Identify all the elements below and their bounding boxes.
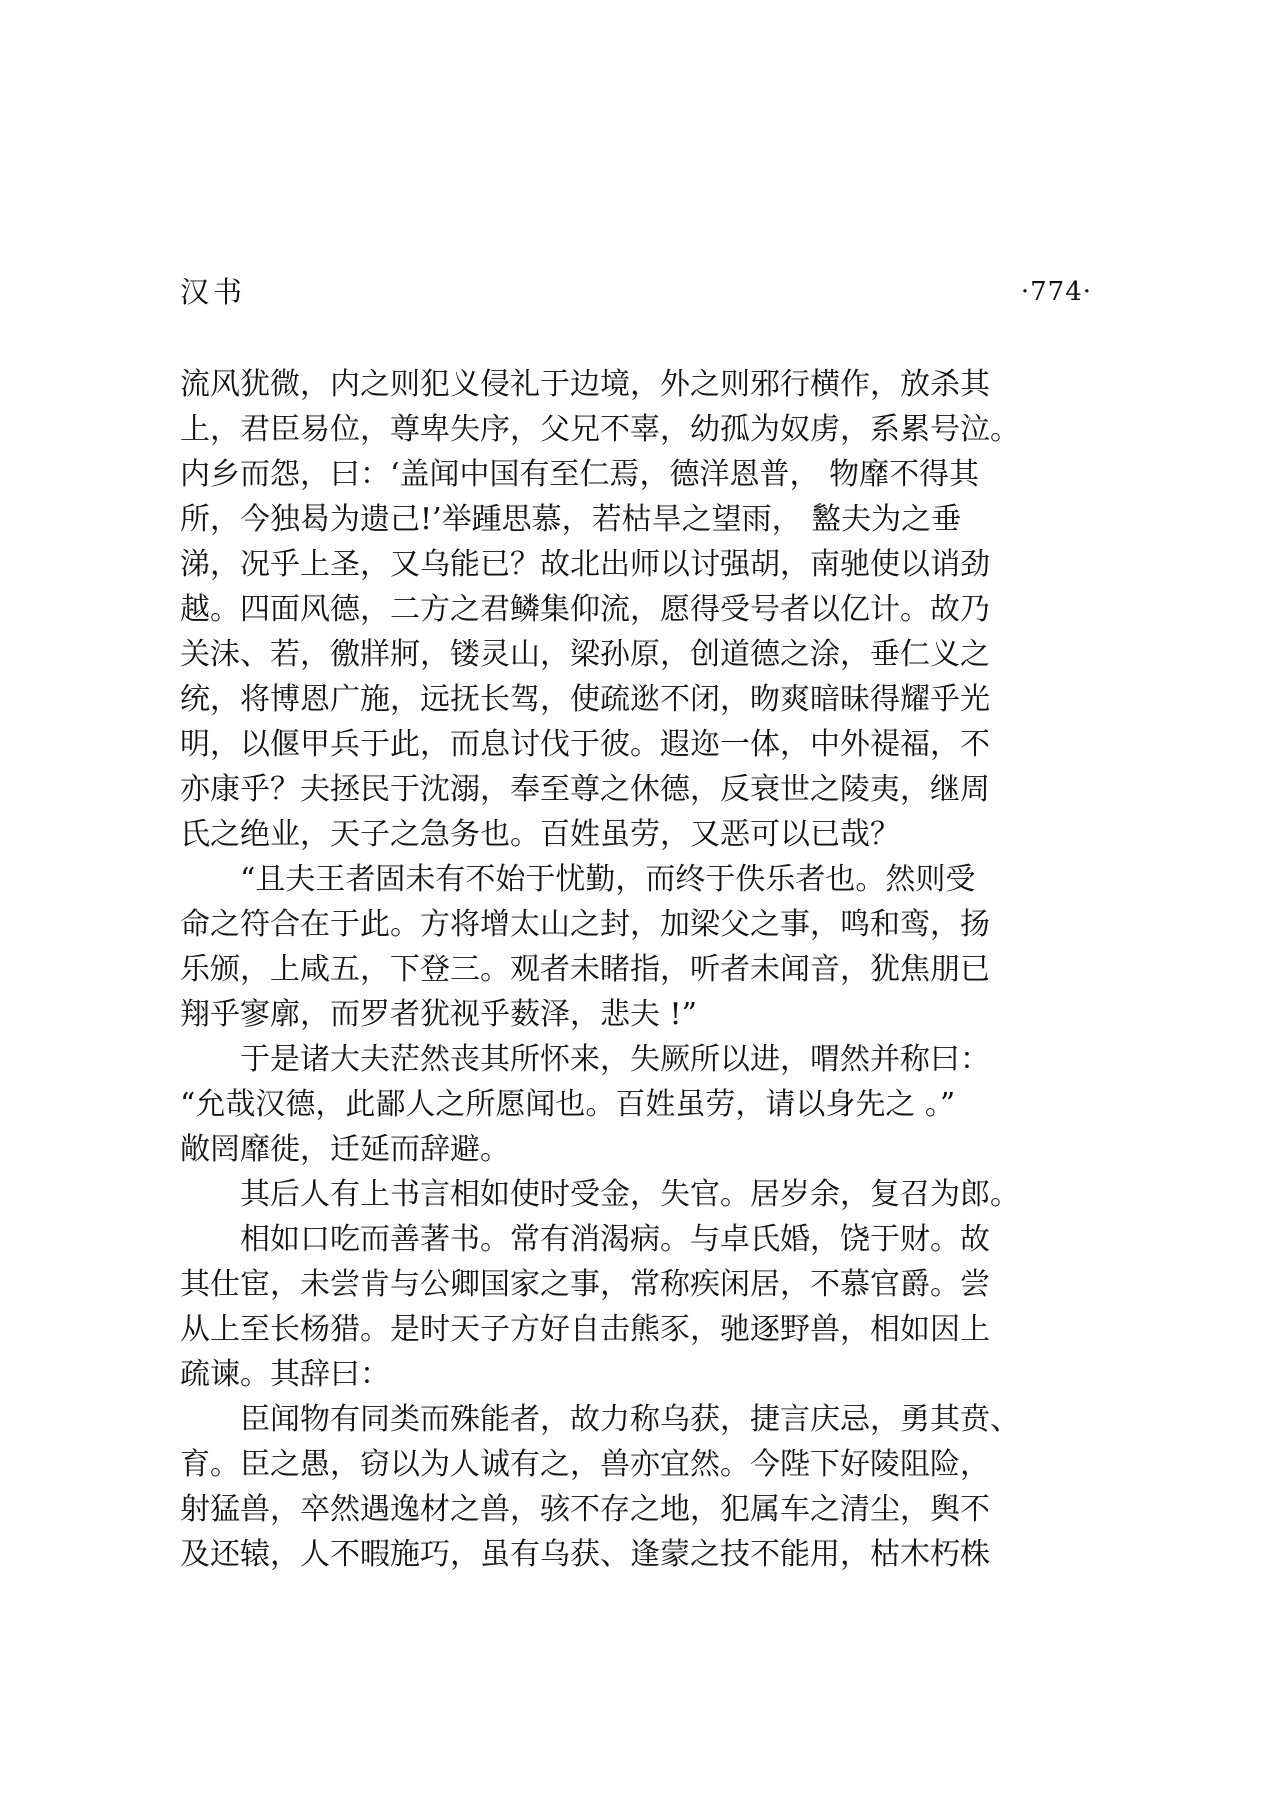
running-header — [180, 272, 1092, 312]
text-line: 关沬、若，徼牂牁，镂灵山，梁孙原，创道德之涂，垂仁义之 — [180, 637, 990, 672]
text-line: 及还辕，人不暇施巧，虽有乌获、逢蒙之技不能用，枯木朽株 — [180, 1537, 990, 1572]
text-line: 敞罔靡徙，迁延而辞避。 — [180, 1132, 510, 1167]
text-line: 上，君臣易位，尊卑失序，父兄不辜，幼孤为奴虏，系累号泣。 — [180, 412, 1020, 447]
text-line: 其仕宦，未尝肯与公卿国家之事，常称疾闲居，不慕官爵。尝 — [180, 1267, 990, 1302]
text-line: “且夫王者固未有不始于忧勤，而终于佚乐者也。然则受 — [240, 862, 976, 897]
text-line: 乐颁，上咸五，下登三。观者未睹指，听者未闻音，犹焦朋已 — [180, 952, 990, 987]
body-text — [180, 362, 1100, 1577]
text-line: 统，将博恩广施，远抚长驾，使疏逖不闭，昒爽暗昧得耀乎光 — [180, 682, 990, 717]
text-line: 翔乎寥廓，而罗者犹视乎薮泽，悲夫 !” — [180, 997, 697, 1032]
text-line: 氏之绝业，天子之急务也。百姓虽劳，又恶可以已哉？ — [180, 817, 900, 852]
text-line: 于是诸大夫茫然丧其所怀来，失厥所以进，喟然并称曰： — [240, 1042, 990, 1077]
text-line: 亦康乎？夫拯民于沈溺，奉至尊之休德，反衰世之陵夷，继周 — [180, 772, 990, 807]
text-line: 明，以偃甲兵于此，而息讨伐于彼。遐迩一体，中外禔福，不 — [180, 727, 990, 762]
text-line: 越。四面风德，二方之君鳞集仰流，愿得受号者以亿计。故乃 — [180, 592, 990, 627]
text-line: 射猛兽，卒然遇逸材之兽，骇不存之地，犯属车之清尘，舆不 — [180, 1492, 990, 1527]
text-line: 相如口吃而善著书。常有消渴病。与卓氏婚，饶于财。故 — [240, 1222, 990, 1257]
text-line: 从上至长杨猎。是时天子方好自击熊豕，驰逐野兽，相如因上 — [180, 1312, 990, 1347]
text-line: 命之符合在于此。方将增太山之封，加梁父之事，鸣和鸾，扬 — [180, 907, 990, 942]
text-line: 育。臣之愚，窃以为人诚有之，兽亦宜然。今陛下好陵阻险， — [180, 1447, 990, 1482]
text-line: 流风犹微，内之则犯义侵礼于边境，外之则邪行横作，放杀其 — [180, 367, 990, 402]
text-line: 所，今独曷为遗己!’举踵思慕，若枯旱之望雨， 盭夫为之垂 — [180, 502, 962, 537]
text-line: 疏谏。其辞曰： — [180, 1357, 390, 1392]
text-line: “允哉汉德，此鄙人之所愿闻也。百姓虽劳，请以身先之 。” — [180, 1087, 956, 1122]
text-line: 臣闻物有同类而殊能者，故力称乌获，捷言庆忌，勇其贲、 — [240, 1402, 1020, 1437]
text-line: 涕，况乎上圣，又乌能已？故北出师以讨强胡，南驰使以诮劲 — [180, 547, 990, 582]
text-line: 内乡而怨，曰：‘盖闻中国有至仁焉，德洋恩普， 物靡不得其 — [180, 457, 980, 492]
text-line: 其后人有上书言相如使时受金，失官。居岁余，复召为郎。 — [240, 1177, 1020, 1212]
book-title: 汉书 — [180, 275, 247, 309]
page-number: ·774· — [1020, 277, 1092, 307]
